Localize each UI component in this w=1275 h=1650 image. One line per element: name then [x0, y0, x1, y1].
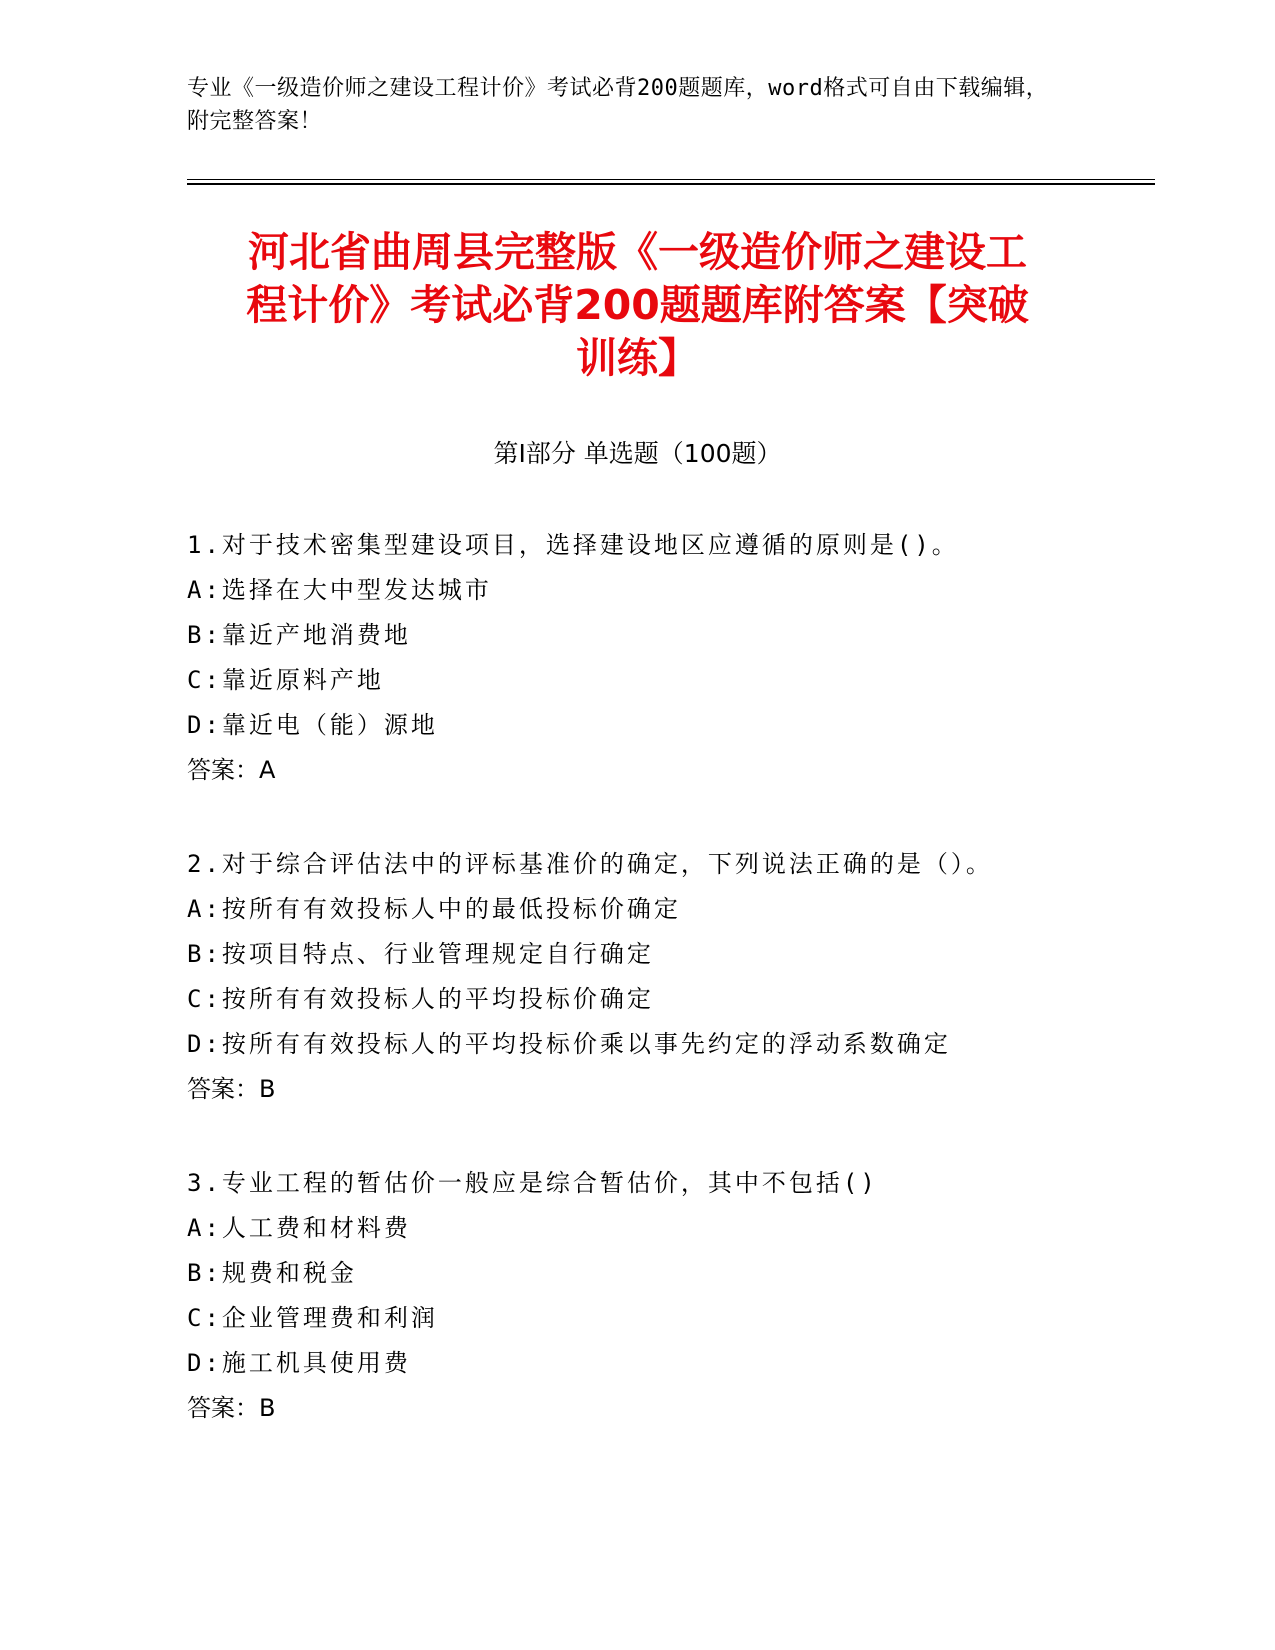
option-d: D:靠近电（能）源地 — [187, 711, 438, 739]
option-c: C:按所有有效投标人的平均投标价确定 — [187, 985, 654, 1013]
option-a: A:按所有有效投标人中的最低投标价确定 — [187, 895, 681, 923]
header-divider-thick — [187, 183, 1155, 185]
option-d: D:施工机具使用费 — [187, 1349, 411, 1377]
document-title — [190, 226, 1085, 385]
header-note: 专业《一级造价师之建设工程计价》考试必背200题题库，word格式可自由下载编辑，附完整答案！ — [187, 76, 1049, 134]
document-title-line-1: 河北省曲周县完整版《一级造价师之建设工 — [248, 228, 1027, 276]
option-d: D:按所有有效投标人的平均投标价乘以事先约定的浮动系数确定 — [187, 1030, 951, 1058]
option-b: B:靠近产地消费地 — [187, 621, 411, 649]
answer-line: 答案：B — [187, 1075, 276, 1103]
answer-line: 答案：A — [187, 756, 276, 784]
section-title: 第Ⅰ部分 单选题（100题） — [493, 439, 782, 468]
option-c: C:企业管理费和利润 — [187, 1304, 438, 1332]
header-divider-thin — [187, 179, 1155, 180]
question-stem: 3.专业工程的暂估价一般应是综合暂估价，其中不包括() — [187, 1169, 878, 1197]
answer-line: 答案：B — [187, 1394, 276, 1422]
question-3 — [187, 1161, 1147, 1431]
document-title-line-3: 训练】 — [576, 334, 699, 382]
option-c: C:靠近原料产地 — [187, 666, 384, 694]
option-b: B:按项目特点、行业管理规定自行确定 — [187, 940, 654, 968]
question-stem: 2.对于综合评估法中的评标基准价的确定，下列说法正确的是（）。 — [187, 850, 993, 878]
option-b: B:规费和税金 — [187, 1259, 357, 1287]
option-a: A:人工费和材料费 — [187, 1214, 411, 1242]
question-stem: 1.对于技术密集型建设项目，选择建设地区应遵循的原则是()。 — [187, 531, 959, 559]
question-2 — [187, 842, 1147, 1112]
document-title-line-2: 程计价》考试必背200题题库附答案【突破 — [246, 281, 1029, 329]
option-a: A:选择在大中型发达城市 — [187, 576, 492, 604]
question-1 — [187, 523, 1147, 793]
